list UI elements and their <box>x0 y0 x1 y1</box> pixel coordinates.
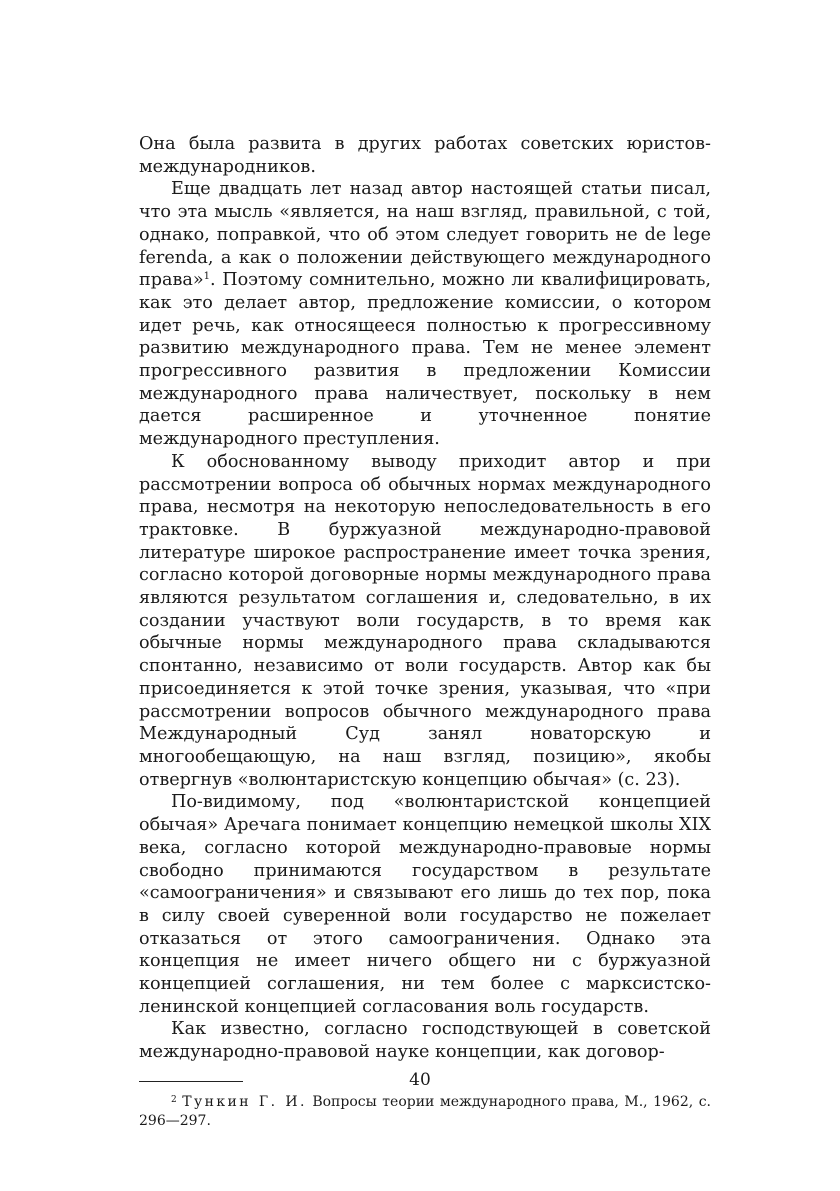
footnote-text: Вопросы теории международного права, М., 1962, с. 296—297. <box>139 1093 712 1129</box>
paragraph: По-видимому, под «волюнтаристской концепцией обычая» Аречага понимает концепцию немецкой школы XIX века, согласно которой международно-правовые нормы свободно принимаются государством в результате «самоограничения» и связывают его лишь до тех пор, пока в силу своей суверенной воли государство не пожелает отказаться от этого самоограничения. Однако эта концепция не имеет ничего общего ни с буржуазной концепцией соглашения, ни тем более с марксистско-ленинской концепцией согласования воль государств. <box>139 792 711 1017</box>
footnote-marker: 2 <box>171 1094 177 1105</box>
page-content <box>139 133 711 1131</box>
body-text <box>139 133 711 1064</box>
footnote-author: Тункин Г. И. <box>182 1093 307 1110</box>
paragraph: К обоснованному выводу приходит автор и при рассмотрении вопроса об обычных нормах международного права, несмотря на некоторую непоследовательность в его трактовке. В буржуазной международно-правовой литературе широкое распространение имеет точка зрения, согласно которой договорные нормы международного права являются результатом соглашения и, следовательно, в их создании участвуют воли государств, в то время как обычные нормы международного права складываются спонтанно, независимо от воли государств. Автор как бы присоединяется к этой точке зрения, указывая, что «при рассмотрении вопросов обычного международного права Международный Суд занял новаторскую и многообещающую, на наш взгляд, позицию», якобы отвергнув «волюнтаристскую концепцию обычая» (с. 23). <box>139 451 711 790</box>
footnote-reference: 1 <box>203 271 211 283</box>
page-number: 40 <box>409 1070 431 1090</box>
footnote <box>139 1093 711 1131</box>
paragraph: Она была развита в других работах советских юристов-международников. <box>139 134 711 177</box>
paragraph <box>139 178 711 450</box>
paragraph-text: . Поэтому сомнительно, можно ли квалифицировать, как это делает автор, предложение комиссии, о котором идет речь, как относящееся полностью к прогрессивному развитию международного права. Тем не менее элемент прогрессивного развития в предложении Комиссии международного права наличествует, поскольку в нем дается расширенное и уточненное понятие международного преступления. <box>139 270 711 450</box>
paragraph: Как известно, согласно господствующей в советской международно-правовой науке концепции, как договор- <box>139 1019 711 1063</box>
paragraph-text: Еще двадцать лет назад автор настоящей статьи писал, что эта мысль «является, на наш взгляд, правильной, с той, однако, поправкой, что об этом следует говорить не de lege ferenda, а как о положении действующего международного права» <box>139 179 711 291</box>
